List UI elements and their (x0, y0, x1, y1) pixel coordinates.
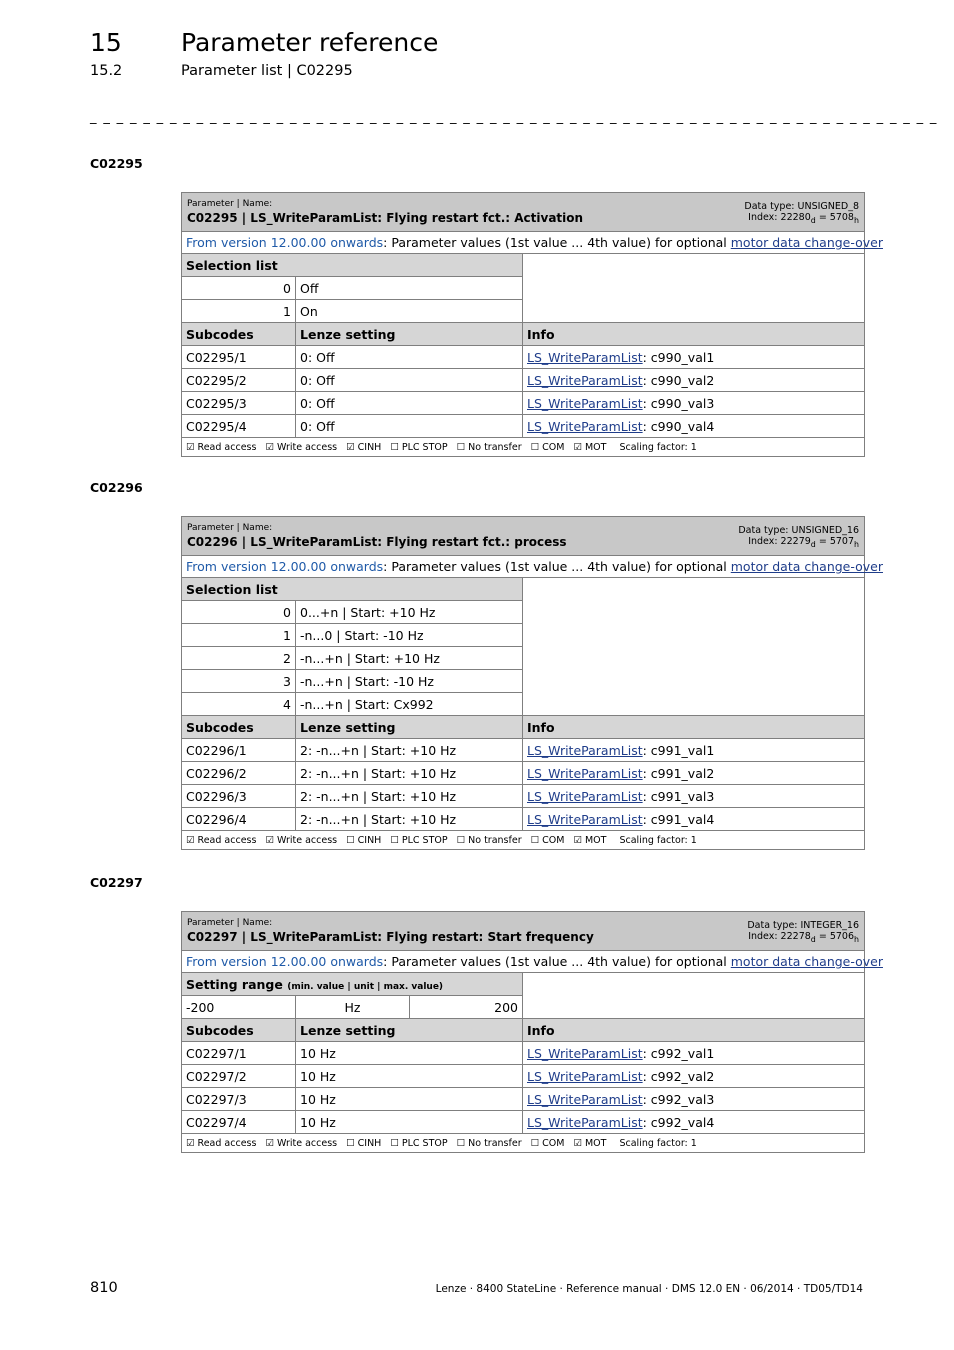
param-name: C02297 | LS_WriteParamList: Flying restart: Start frequency (187, 929, 594, 944)
param-table-c02297 (181, 911, 883, 1153)
table-row: C02295/1 0: Off LS_WriteParamList: c990_val1 (182, 346, 865, 369)
version-link[interactable]: From version 12.00.00 onwards (186, 235, 384, 250)
info-link[interactable]: LS_WriteParamList (527, 418, 643, 434)
section-title: Parameter list | C02295 (181, 63, 353, 79)
version-row: From version 12.00.00 onwards: Parameter values (1st value ... 4th value) for optional motor data change-over (182, 556, 865, 578)
param-heading-c02297: C02297 (90, 875, 143, 890)
info-link[interactable]: LS_WriteParamList (527, 1114, 643, 1130)
param-heading-c02296: C02296 (90, 480, 143, 495)
info-link[interactable]: LS_WriteParamList (527, 1045, 643, 1061)
table-row: C02297/4 10 Hz LS_WriteParamList: c992_val4 (182, 1111, 865, 1134)
header-separator: _ _ _ _ _ _ _ _ _ _ _ _ _ _ _ _ _ _ _ _ _ _ _ _ _ _ _ _ _ _ _ _ _ _ _ _ _ _ _ _ _ _ _ _ _ _ _ _ _ _ _ _ _ _ _ _ _ _ _ _ _ _ _ _ (90, 110, 938, 125)
param-heading-c02295: C02295 (90, 156, 143, 171)
selection-item: 1 On (182, 300, 865, 323)
selection-item: 2 -n...+n | Start: +10 Hz (182, 647, 865, 670)
subcodes-header: Subcodes Lenze setting Info (182, 323, 865, 346)
subcodes-header: Subcodes Lenze setting Info (182, 716, 865, 739)
table-row: C02295/4 0: Off LS_WriteParamList: c990_val4 (182, 415, 865, 438)
selection-list-header: Selection list (182, 254, 865, 277)
range-min: -200 (182, 996, 296, 1019)
param-name: C02295 | LS_WriteParamList: Flying restart fct.: Activation (187, 210, 584, 225)
selection-item: 4 -n...+n | Start: Cx992 (182, 693, 865, 716)
section-number: 15.2 (90, 63, 123, 79)
selection-list-header: Selection list (182, 578, 865, 601)
param-header-row (182, 193, 865, 232)
info-link[interactable]: LS_WriteParamList (527, 372, 643, 388)
param-table-c02295 (181, 192, 883, 457)
param-label: Parameter | Name: (187, 917, 273, 928)
datatype-index: Data type: UNSIGNED_16 Index: $22279_d = 5707_h$ (738, 524, 860, 549)
access-flags-row: ☑ Read access ☑ Write access ☐ CINH ☐ PLC STOP ☐ No transfer ☐ COM ☑ MOT Scaling factor: 1 (182, 1134, 865, 1153)
table-row: C02297/1 10 Hz LS_WriteParamList: c992_val1 (182, 1042, 865, 1065)
version-row: From version 12.00.00 onwards: Parameter values (1st value ... 4th value) for optional motor data change-over (182, 951, 865, 973)
range-unit: Hz (296, 996, 410, 1019)
setting-range-header: Setting range (min. value | unit | max. value) (182, 973, 865, 996)
datatype-index: Data type: UNSIGNED_8 Index: $22280_d = 5708_h$ (744, 200, 859, 225)
param-header-row (182, 517, 865, 556)
table-row: C02296/3 2: -n...+n | Start: +10 Hz LS_WriteParamList: c991_val3 (182, 785, 865, 808)
info-link[interactable]: LS_WriteParamList (527, 742, 643, 758)
footer-text: Lenze · 8400 StateLine · Reference manual · DMS 12.0 EN · 06/2014 · TD05/TD14 (435, 1283, 863, 1295)
access-flags-row: ☑ Read access ☑ Write access ☑ CINH ☐ PLC STOP ☐ No transfer ☐ COM ☑ MOT Scaling factor: 1 (182, 438, 865, 457)
info-link[interactable]: LS_WriteParamList (527, 349, 643, 365)
param-header-row (182, 912, 865, 951)
motor-data-link[interactable]: motor data change-over (730, 954, 883, 969)
datatype-index: Data type: INTEGER_16 Index: $22278_d = 5706_h$ (747, 919, 860, 944)
info-link[interactable]: LS_WriteParamList (527, 811, 643, 827)
selection-item: 3 -n...+n | Start: -10 Hz (182, 670, 865, 693)
table-row: C02297/3 10 Hz LS_WriteParamList: c992_val3 (182, 1088, 865, 1111)
table-row: C02295/2 0: Off LS_WriteParamList: c990_val2 (182, 369, 865, 392)
table-row: C02295/3 0: Off LS_WriteParamList: c990_val3 (182, 392, 865, 415)
info-link[interactable]: LS_WriteParamList (527, 395, 643, 411)
param-table-c02296 (181, 516, 883, 850)
table-row: C02297/2 10 Hz LS_WriteParamList: c992_val2 (182, 1065, 865, 1088)
info-link[interactable]: LS_WriteParamList (527, 765, 643, 781)
access-flags-row: ☑ Read access ☑ Write access ☐ CINH ☐ PLC STOP ☐ No transfer ☐ COM ☑ MOT Scaling factor: 1 (182, 831, 865, 850)
info-link[interactable]: LS_WriteParamList (527, 788, 643, 804)
selection-item: 0 Off (182, 277, 865, 300)
param-name: C02296 | LS_WriteParamList: Flying restart fct.: process (187, 534, 567, 549)
selection-item: 1 -n...0 | Start: -10 Hz (182, 624, 865, 647)
subcodes-header: Subcodes Lenze setting Info (182, 1019, 865, 1042)
info-link[interactable]: LS_WriteParamList (527, 1091, 643, 1107)
selection-item: 0 0...+n | Start: +10 Hz (182, 601, 865, 624)
version-link[interactable]: From version 12.00.00 onwards (186, 954, 384, 969)
range-max: 200 (410, 996, 523, 1019)
version-row: From version 12.00.00 onwards: Parameter values (1st value ... 4th value) for optional motor data change-over (182, 232, 865, 254)
chapter-number: 15 (90, 28, 122, 57)
motor-data-link[interactable]: motor data change-over (730, 559, 883, 574)
chapter-title: Parameter reference (181, 28, 439, 57)
param-label: Parameter | Name: (187, 522, 273, 533)
motor-data-link[interactable]: motor data change-over (730, 235, 883, 250)
version-link[interactable]: From version 12.00.00 onwards (186, 559, 384, 574)
info-link[interactable]: LS_WriteParamList (527, 1068, 643, 1084)
table-row: C02296/2 2: -n...+n | Start: +10 Hz LS_WriteParamList: c991_val2 (182, 762, 865, 785)
table-row: C02296/4 2: -n...+n | Start: +10 Hz LS_WriteParamList: c991_val4 (182, 808, 865, 831)
table-row: C02296/1 2: -n...+n | Start: +10 Hz LS_WriteParamList: c991_val1 (182, 739, 865, 762)
param-label: Parameter | Name: (187, 198, 273, 209)
page-number: 810 (90, 1280, 118, 1296)
